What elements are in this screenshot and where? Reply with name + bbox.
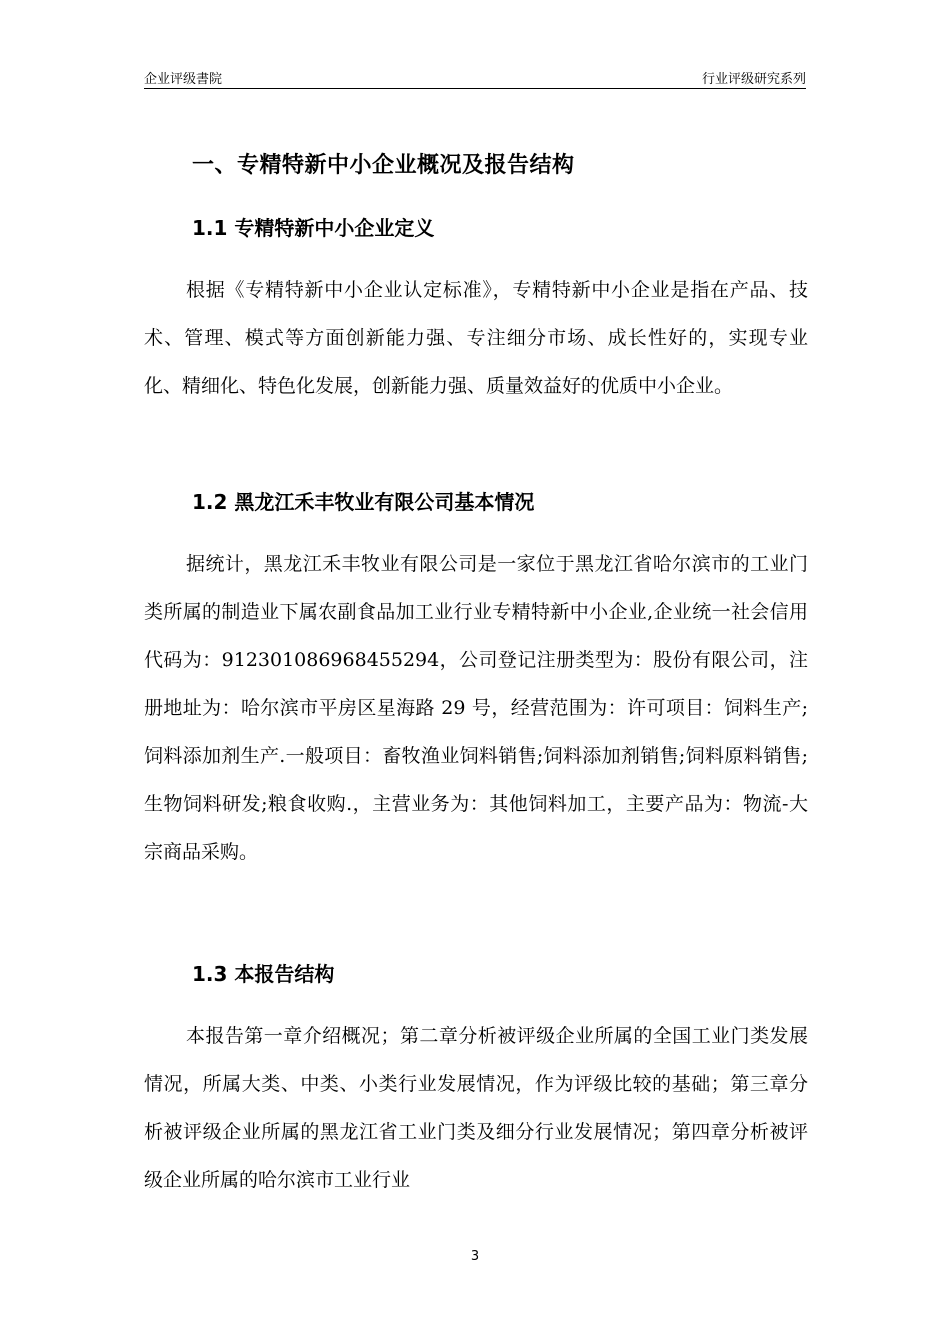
subsection-body-1-2: 据统计，黑龙江禾丰牧业有限公司是一家位于黑龙江省哈尔滨市的工业门类所属的制造业下属农副食品加工业行业专精特新中小企业,企业统一社会信用代码为：912301086968455294，公司登记注册类型为：股份有限公司，注册地址为：哈尔滨市平房区星海路 29 号，经营范围为：许可项目：饲料生产;饲料添加剂生产.一般项目：畜牧渔业饲料销售;饲料添加剂销售;饲料原料销售;生物饲料研发;粮食收购.，主营业务为：其他饲料加工，主要产品为：物流-大宗商品采购。 bbox=[144, 553, 808, 863]
section-title: 一、专精特新中小企业概况及报告结构 bbox=[192, 153, 575, 178]
header-series: 行业评级研究系列 bbox=[701, 72, 806, 87]
subsection-heading-1-2: 1.2 黑龙江禾丰牧业有限公司基本情况 bbox=[192, 490, 535, 514]
subsection-body-1-1: 根据《专精特新中小企业认定标准》，专精特新中小企业是指在产品、技术、管理、模式等方面创新能力强、专注细分市场、成长性好的，实现专业化、精细化、特色化发展，创新能力强、质量效益好的优质中小企业。 bbox=[144, 279, 808, 397]
subsection-heading-1-1: 1.1 专精特新中小企业定义 bbox=[192, 216, 435, 240]
subsection-body-1-3: 本报告第一章介绍概况；第二章分析被评级企业所属的全国工业门类发展情况，所属大类、中类、小类行业发展情况，作为评级比较的基础；第三章分析被评级企业所属的黑龙江省工业门类及细分行业发展情况；第四章分析被评级企业所属的哈尔滨市工业行业 bbox=[144, 1025, 808, 1191]
header-publisher: 企业评级書院 bbox=[144, 72, 223, 87]
page-number: 3 bbox=[470, 1249, 480, 1264]
subsection-heading-1-3: 1.3 本报告结构 bbox=[192, 962, 335, 986]
page-header bbox=[144, 66, 806, 89]
